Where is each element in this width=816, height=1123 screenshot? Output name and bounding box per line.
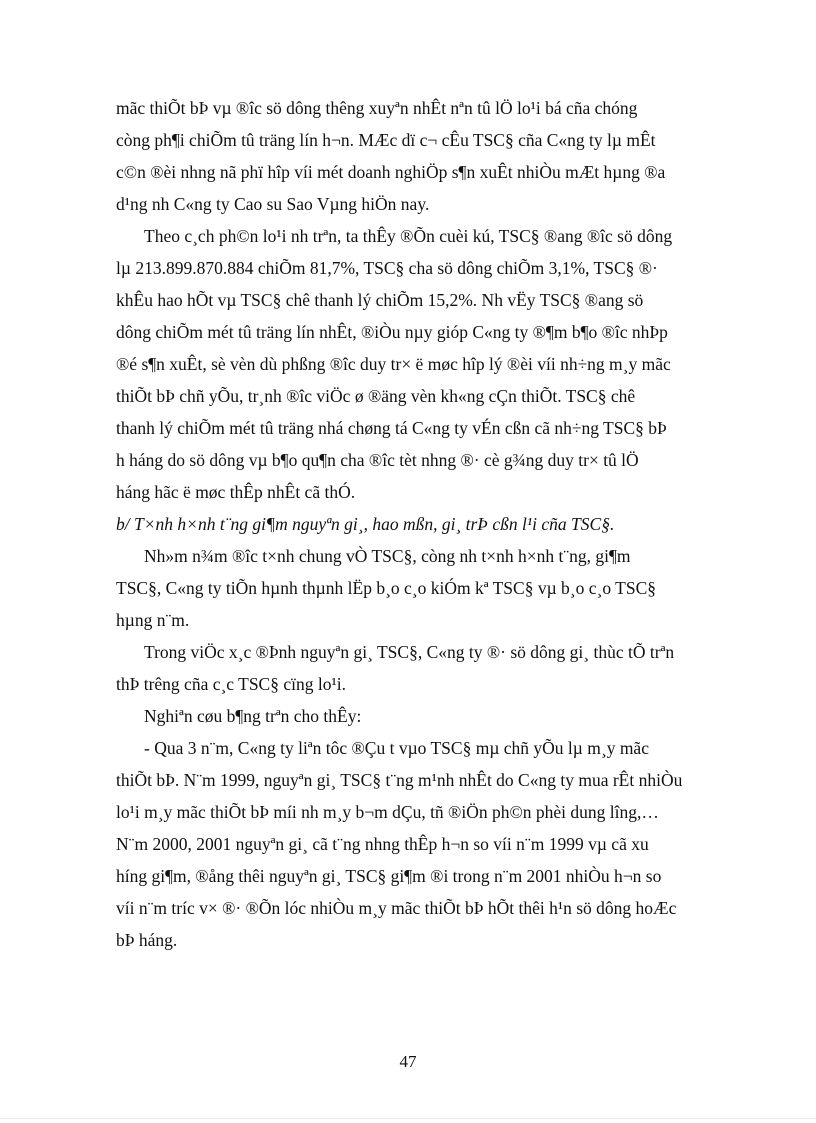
paragraph-valuation [116, 636, 746, 700]
text-line: Theo c¸ch ph©n lo¹i nh trªn, ta thÊy ®Õn cuèi kú, TSC§ ®ang ®îc sö dông [144, 226, 673, 246]
text-line: Nghiªn cøu b¶ng trªn cho thÊy: [144, 706, 362, 726]
text-line: ®é s¶n xuÊt, sè vèn dù phßng ®îc duy tr× ë møc hîp lý ®èi víi nh÷ng m¸y mãc [116, 354, 671, 374]
text-line: lµ 213.899.870.884 chiÕm 81,7%, TSC§ cha sö dông chiÕm 3,1%, TSC§ ®· [116, 258, 658, 278]
text-line: mãc thiÕt bÞ vµ ®îc sö dông thêng xuyªn nhÊt nªn tû lÖ lo¹i bá cña chóng [116, 98, 638, 118]
text-line: - Qua 3 n¨m, C«ng ty liªn tôc ®Çu t vµo TSC§ mµ chñ yÕu lµ m¸y mãc [144, 738, 649, 758]
text-line: víi n¨m tríc v× ®· ®Õn lóc nhiÒu m¸y mãc thiÕt bÞ hÕt thêi h¹n sö dông hoÆc [116, 898, 677, 918]
section-subheading [116, 508, 746, 540]
paragraph-study [116, 700, 746, 732]
text-line: TSC§, C«ng ty tiÕn hµnh thµnh lËp b¸o c¸o kiÓm kª TSC§ vµ b¸o c¸o TSC§ [116, 578, 656, 598]
text-line: háng hãc ë møc thÊp nhÊt cã thÓ. [116, 482, 356, 502]
text-line: dông chiÕm mét tû träng lín nhÊt, ®iÒu nµy gióp C«ng ty ®¶m b¶o ®îc nhÞp [116, 322, 668, 342]
text-line: thÞ trêng cña c¸c TSC§ cïng lo¹i. [116, 674, 346, 694]
text-line: hµng n¨m. [116, 610, 190, 630]
text-line: h háng do sö dông vµ b¶o qu¶n cha ®îc tèt nhng ®· cè g¾ng duy tr× tû lÖ [116, 450, 639, 470]
text-line: bÞ háng. [116, 930, 178, 950]
body-text [116, 92, 746, 956]
text-line: Trong viÖc x¸c ®Þnh nguyªn gi¸ TSC§, C«ng ty ®· sö dông gi¸ thùc tÕ trªn [144, 642, 675, 662]
text-line: thiÕt bÞ chñ yÕu, tr¸nh ®îc viÖc ø ®äng vèn kh«ng cÇn thiÕt. TSC§ chê [116, 386, 636, 406]
text-line: c©n ®èi nhng nã phï hîp víi mét doanh nghiÖp s¶n xuÊt nhiÒu mÆt hµng ®a [116, 162, 666, 182]
paragraph-equipment-continuation [116, 92, 746, 220]
text-line: khÊu hao hÕt vµ TSC§ chê thanh lý chiÕm 15,2%. Nh vËy TSC§ ®ang sö [116, 290, 644, 310]
page-number: 47 [399, 1052, 417, 1071]
text-line: thiÕt bÞ. N¨m 1999, nguyªn gi¸ TSC§ t¨ng m¹nh nhÊt do C«ng ty mua rÊt nhiÒu [116, 770, 683, 790]
paragraph-bullet [116, 732, 746, 956]
paragraph-purpose [116, 540, 746, 636]
text-line: Nh»m n¾m ®îc t×nh chung vÒ TSC§, còng nh t×nh h×nh t¨ng, gi¶m [144, 546, 631, 566]
text-line: thanh lý chiÕm mét tû träng nhá chøng tá C«ng ty vÉn cßn cã nh÷ng TSC§ bÞ [116, 418, 667, 438]
subheading-text: b/ T×nh h×nh t¨ng gi¶m nguyªn gi¸, hao mßn, gi¸ trÞ cßn l¹i cña TSC§. [116, 514, 615, 534]
text-line: d¹ng nh C«ng ty Cao su Sao Vµng hiÖn nay. [116, 194, 430, 214]
footer-divider [0, 1118, 816, 1119]
paragraph-classification [116, 220, 746, 508]
text-line: híng gi¶m, ®ång thêi nguyªn gi¸ TSC§ gi¶m ®i trong n¨m 2001 nhiÒu h¬n so [116, 866, 662, 886]
text-line: còng ph¶i chiÕm tû träng lín h¬n. MÆc dï c¬ cÊu TSC§ cña C«ng ty lµ mÊt [116, 130, 656, 150]
text-line: lo¹i m¸y mãc thiÕt bÞ míi nh m¸y b¬m dÇu, tñ ®iÖn ph©n phèi dung lîng,… [116, 802, 659, 822]
text-line: N¨m 2000, 2001 nguyªn gi¸ cã t¨ng nhng thÊp h¬n so víi n¨m 1999 vµ cã xu [116, 834, 649, 854]
